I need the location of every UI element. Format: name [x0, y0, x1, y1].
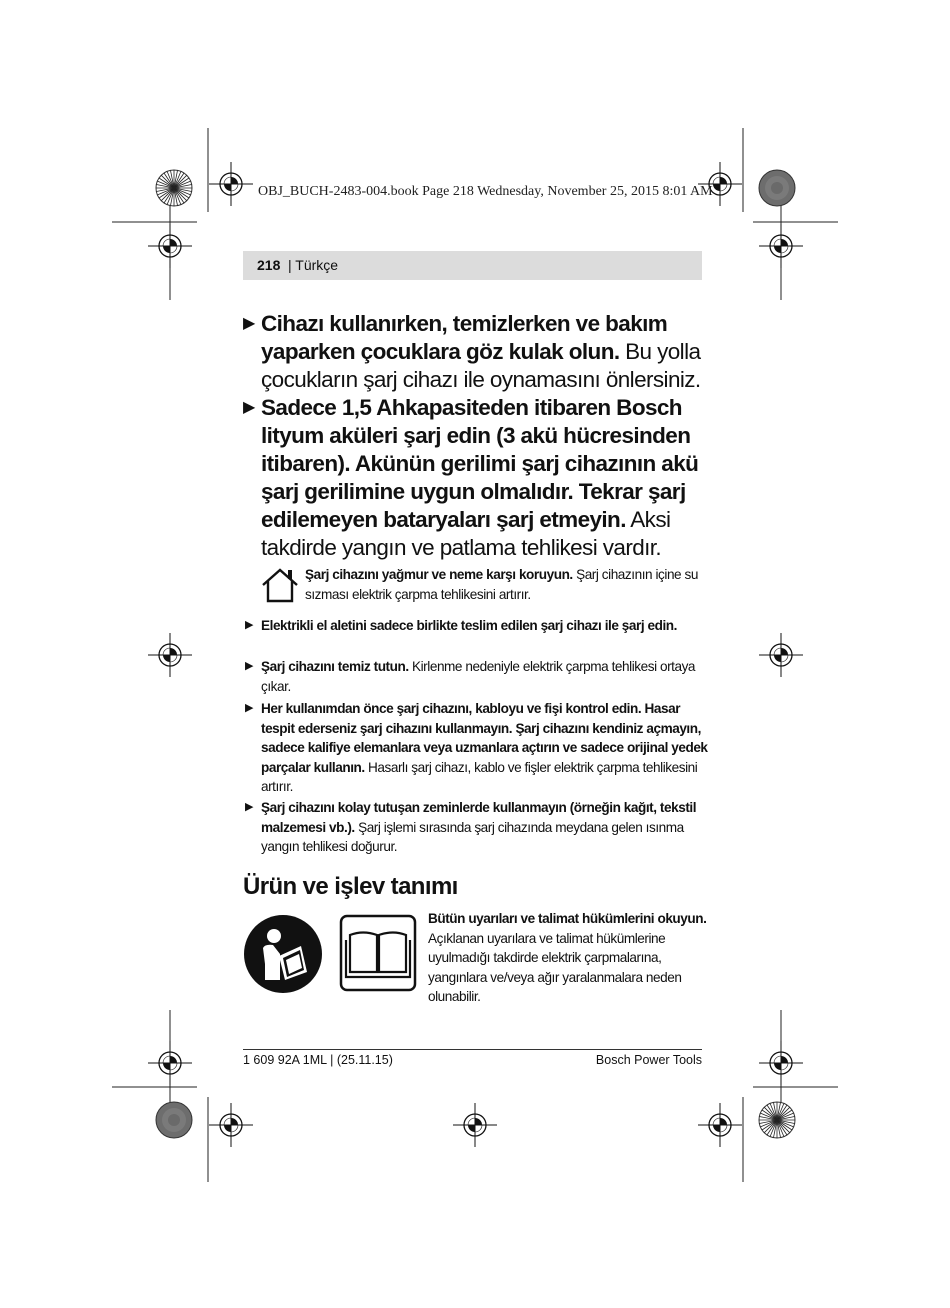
bullet-icon: ▶	[245, 801, 254, 813]
rain-warning-text: Şarj cihazının içine su sızması elektrik çarpma tehlikesini artırır.	[305, 567, 698, 602]
registration-mark-icon	[148, 1041, 192, 1085]
warning-text: Bu yolla çocukların şarj cihazı ile oynamasını önlersiniz.	[261, 339, 701, 392]
warning-bold: Her kullanımdan önce şarj cihazını, kabloyu ve fişi kontrol edin. Hasar tespit ederseniz şarj cihazını kullanmayın. Şarj cihazını kendiniz açmayın, sadece kalifiye elemanlara veya uzmanlara açtırın ve sadece orijinal yedek parçalar kullanın.	[261, 701, 708, 775]
bullet-icon: ▶	[245, 660, 254, 672]
bullet-icon: ▶	[245, 619, 254, 631]
warning-bold: Elektrikli el aletini sadece birlikte teslim edilen şarj cihazı ile şarj edin.	[261, 618, 677, 633]
book-icon	[339, 914, 417, 992]
warning-bold: Şarj cihazını kolay tutuşan zeminlerde kullanmayın (örneğin kağıt, tekstil malzemesi vb.).	[261, 800, 697, 835]
language-label: | Türkçe	[288, 257, 339, 273]
warning-text: Şarj işlemi sırasında şarj cihazında meydana gelen ısınma yangın tehlikesi doğurur.	[261, 819, 684, 855]
registration-mark-icon	[209, 1103, 253, 1147]
warning-text: Hasarlı şarj cihazı, kablo ve fişler elektrik çarpma tehlikesini artırır.	[261, 759, 698, 795]
read-manual-text	[428, 909, 710, 1007]
warning-bold: Sadece 1,5 Ahkapasiteden itibaren Bosch lityum aküleri şarj edin (3 akü hücresinden itibaren). Akünün gerilimi şarj cihazının akü şarj gerilimine uygun olmalıdır. Tekrar şarj edilemeyen bataryaları şarj etmeyin.	[261, 395, 699, 532]
warning-clean	[243, 657, 708, 696]
warning-bold: Şarj cihazını temiz tutun.	[261, 659, 409, 674]
section-title: Ürün ve işlev tanımı	[243, 873, 458, 900]
color-wheel-icon	[156, 170, 192, 206]
warning-battery	[243, 394, 708, 562]
registration-mark-icon	[148, 633, 192, 677]
color-wheel-icon	[759, 170, 795, 206]
bullet-icon: ▶	[243, 399, 255, 416]
warning-children	[243, 310, 708, 394]
rain-warning	[305, 565, 710, 604]
read-manual-bold: Bütün uyarıları ve talimat hükümlerini okuyun.	[428, 911, 707, 926]
footer-rule	[243, 1049, 702, 1050]
house-icon	[260, 566, 300, 604]
registration-mark-icon	[759, 1041, 803, 1085]
rain-warning-bold: Şarj cihazını yağmur ve neme karşı koruyun.	[305, 567, 573, 582]
registration-mark-icon	[148, 224, 192, 268]
warning-inspect	[243, 699, 708, 797]
warning-flammable	[243, 798, 708, 857]
registration-mark-icon	[453, 1103, 497, 1147]
warning-text: Aksi takdirde yangın ve patlama tehlikesi vardır.	[261, 507, 671, 560]
warning-bold: Cihazı kullanırken, temizlerken ve bakım yaparken çocuklara göz kulak olun.	[261, 311, 668, 364]
bullet-icon: ▶	[245, 702, 254, 714]
warning-text: Kirlenme nedeniyle elektrik çarpma tehlikesi ortaya çıkar.	[261, 659, 696, 694]
warning-charger-only	[243, 616, 708, 636]
registration-mark-icon	[209, 162, 253, 206]
read-manual-normal: Açıklanan uyarılara ve talimat hükümlerine uyulmadığı takdirde elektrik çarpmalarına, yangınlara ve/veya ağır yaralanmalara neden olunabilir.	[428, 930, 682, 1005]
page-header-bar	[243, 251, 702, 280]
registration-mark-icon	[698, 1103, 742, 1147]
registration-mark-icon	[759, 224, 803, 268]
read-manual-icon	[243, 914, 323, 994]
bullet-icon: ▶	[243, 315, 255, 332]
color-wheel-icon	[759, 1102, 795, 1138]
running-head: OBJ_BUCH-2483-004.book Page 218 Wednesday, November 25, 2015 8:01 AM	[258, 184, 713, 199]
color-wheel-icon	[156, 1102, 192, 1138]
registration-mark-icon	[759, 633, 803, 677]
page-number: 218	[257, 257, 281, 273]
footer-brand: Bosch Power Tools	[595, 1053, 702, 1067]
footer-doc-id: 1 609 92A 1ML | (25.11.15)	[243, 1053, 393, 1067]
